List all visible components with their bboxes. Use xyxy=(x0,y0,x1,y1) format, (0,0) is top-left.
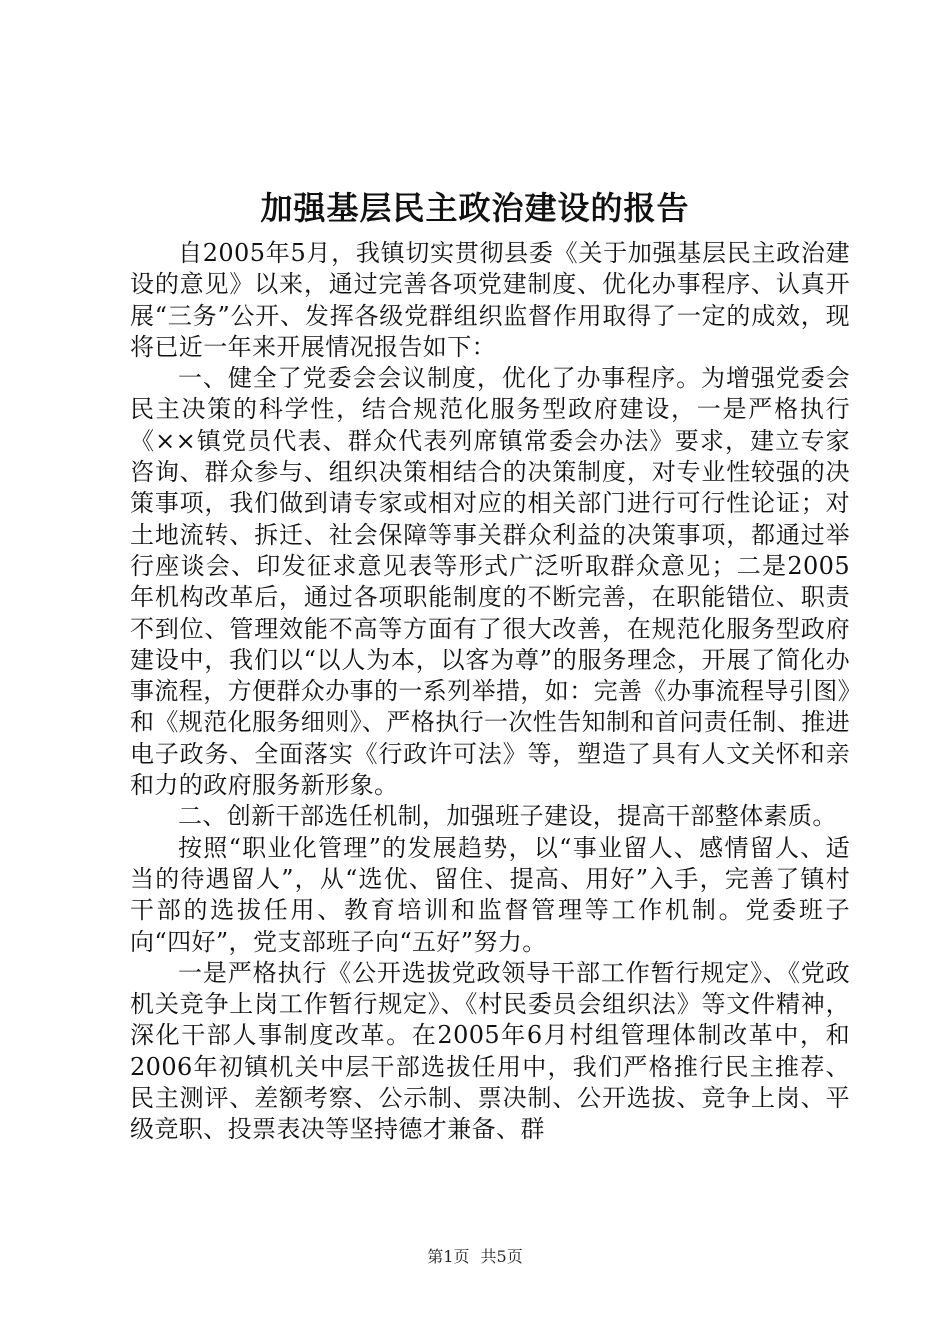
document-body xyxy=(130,238,850,1146)
page-total: 共5页 xyxy=(480,1247,523,1266)
paragraph-section-two-heading: 二、创新干部选任机制，加强班子建设，提高干部整体素质。 xyxy=(178,802,837,831)
paragraph-intro: 自2005年5月，我镇切实贯彻县委《关于加强基层民主政治建设的意见》以来，通过完善各项党建制度、优化办事程序、认真开展“三务”公开、发挥各级党群组织监督作用取得了一定的成效，现将已近一年来开展情况报告如下： xyxy=(130,239,850,361)
page-footer xyxy=(0,1246,950,1268)
paragraph-section-two-body: 按照“职业化管理”的发展趋势，以“事业留人、感情留人、适当的待遇留人”，从“选优、留住、提高、用好”入手，完善了镇村干部的选拔任用、教育培训和监督管理等工作机制。党委班子向“四好”，党支部班子向“五好”努力。 xyxy=(130,833,850,956)
paragraph-section-two-point-one: 一是严格执行《公开选拔党政领导干部工作暂行规定》、《党政机关竞争上岗工作暂行规定》、《村民委员会组织法》等文件精神，深化干部人事制度改革。在2005年6月村组管理体制改革中，和2006年初镇机关中层干部选拔任用中，我们严格推行民主推荐、民主测评、差额考察、公示制、票决制、公开选拔、竞争上岗、平级竞职、投票表决等坚持德才兼备、群 xyxy=(130,958,850,1144)
paragraph-section-one: 一、健全了党委会会议制度，优化了办事程序。为增强党委会民主决策的科学性，结合规范化服务型政府建设，一是严格执行《××镇党员代表、群众代表列席镇常委会办法》要求，建立专家咨询、群众参与、组织决策相结合的决策制度，对专业性较强的决策事项，我们做到请专家或相对应的相关部门进行可行性论证；对土地流转、拆迁、社会保障等事关群众利益的决策事项，都通过举行座谈会、印发征求意见表等形式广泛听取群众意见；二是2005年机构改革后，通过各项职能制度的不断完善，在职能错位、职责不到位、管理效能不高等方面有了很大改善，在规范化服务型政府建设中，我们以“以人为本，以客为尊”的服务理念，开展了简化办事流程，方便群众办事的一系列举措，如：完善《办事流程导引图》和《规范化服务细则》、严格执行一次性告知制和首问责任制、推进电子政务、全面落实《行政许可法》等，塑造了具有人文关怀和亲和力的政府服务新形象。 xyxy=(130,364,850,800)
page-number: 第1页 xyxy=(427,1247,470,1266)
document-title: 加强基层民主政治建设的报告 xyxy=(260,189,690,227)
